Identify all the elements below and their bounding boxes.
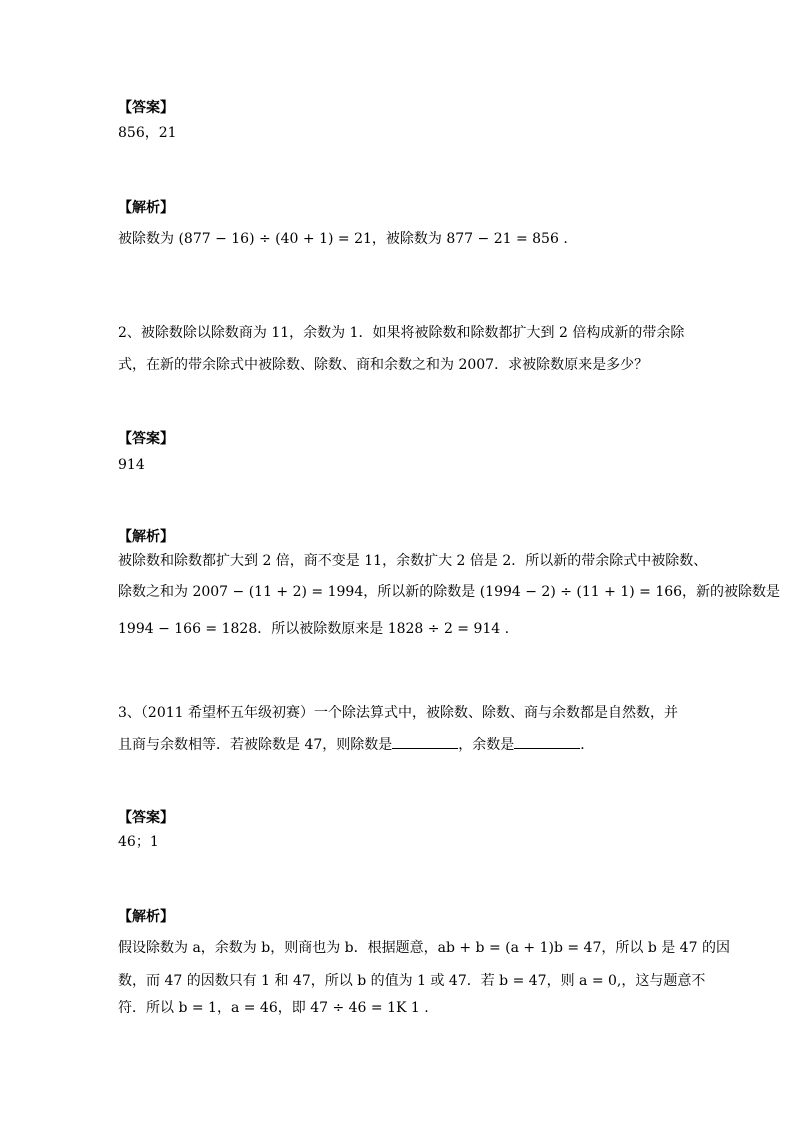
question-text: 式，在新的带余除式中被除数、除数、商和余数之和为 2007．求被除数原来是多少？ (118, 357, 649, 373)
answer-heading: 【答案】 (118, 100, 174, 116)
analysis-text: 假设除数为 a，余数为 b，则商也为 b．根据题意，ab + b = (a + 1)b = 47，所以 b 是 47 的因 (118, 940, 730, 956)
answer-blank-remainder[interactable] (514, 734, 580, 749)
analysis-text: 被除数和除数都扩大到 2 倍，商不变是 11，余数扩大 2 倍是 2．所以新的带余除式中被除数、 (118, 553, 708, 569)
answer-text: 856，21 (118, 125, 177, 141)
question-text-part: ． (580, 737, 595, 753)
analysis-text: 被除数为 (877 − 16) ÷ (40 + 1) = 21，被除数为 877 − 21 = 856 . (118, 231, 568, 247)
answer-text: 46；1 (118, 834, 159, 850)
analysis-text: 1994 − 166 = 1828．所以被除数原来是 1828 ÷ 2 = 914 . (118, 621, 510, 637)
analysis-heading: 【解析】 (118, 200, 174, 216)
question-text-with-blanks (118, 734, 594, 754)
analysis-heading: 【解析】 (118, 529, 174, 545)
answer-blank-divisor[interactable] (392, 734, 458, 749)
analysis-text: 数，而 47 的因数只有 1 和 47，所以 b 的值为 1 或 47．若 b = 47，则 a = 0,，这与题意不 (118, 973, 706, 989)
answer-heading: 【答案】 (118, 810, 174, 826)
question-text: 2、被除数除以除数商为 11，余数为 1．如果将被除数和除数都扩大到 2 倍构成新的带余除 (118, 325, 685, 341)
question-text-part: 且商与余数相等．若被除数是 47，则除数是 (118, 737, 393, 753)
question-text: 3、（2011 希望杯五年级初赛）一个除法算式中，被除数、除数、商与余数都是自然数，并 (118, 705, 678, 721)
analysis-text: 除数之和为 2007 − (11 + 2) = 1994，所以新的除数是 (1994 − 2) ÷ (11 + 1) = 166，新的被除数是 (118, 584, 781, 600)
question-text-part: ，余数是 (458, 737, 515, 753)
analysis-text: 符．所以 b = 1，a = 46，即 47 ÷ 46 = 1K 1 . (118, 1000, 429, 1016)
analysis-heading: 【解析】 (118, 909, 174, 925)
answer-heading: 【答案】 (118, 431, 174, 447)
answer-text: 914 (118, 457, 145, 473)
